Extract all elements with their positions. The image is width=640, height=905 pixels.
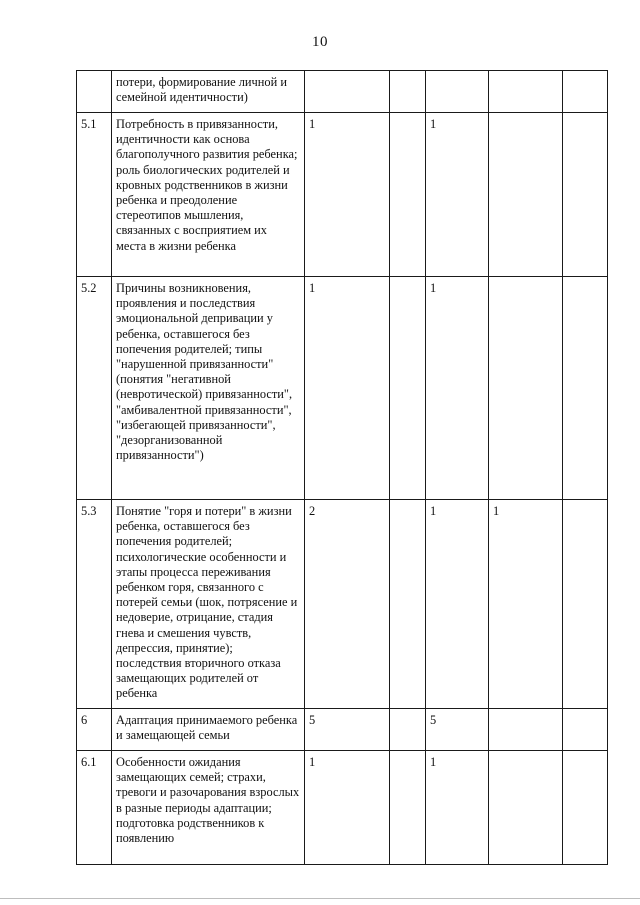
table-row [77,709,608,751]
table-row [77,500,608,709]
cell-topic: потери, формирование личной и семейной идентичности) [112,71,305,113]
cell-number: 5.1 [77,113,112,277]
cell-hours-col5 [563,113,608,277]
cell-topic: Потребность в привязанности, идентичности как основа благополучного развития ребенка; роль биологических родителей и кровных родственников в жизни ребенка и преодоление стереотипов мышления, связанных с восприятием их места в жизни ребенка [112,113,305,277]
cell-hours-col4 [489,71,563,113]
cell-hours-col4 [489,751,563,865]
cell-number: 6 [77,709,112,751]
cell-number [77,71,112,113]
cell-hours-col4 [489,277,563,500]
cell-hours-total: 1 [305,113,390,277]
cell-hours-col4 [489,709,563,751]
cell-hours-col4: 1 [489,500,563,709]
cell-hours-col2 [390,277,426,500]
cell-hours-col3 [426,71,489,113]
table-body [77,71,608,865]
cell-hours-col5 [563,71,608,113]
cell-hours-col4 [489,113,563,277]
page-edge-rule [0,898,640,899]
cell-number: 6.1 [77,751,112,865]
cell-number: 5.3 [77,500,112,709]
cell-topic: Адаптация принимаемого ребенка и замещающей семьи [112,709,305,751]
cell-hours-total: 1 [305,751,390,865]
cell-hours-col2 [390,709,426,751]
cell-hours-col2 [390,751,426,865]
cell-hours-col3: 1 [426,277,489,500]
cell-hours-col2 [390,500,426,709]
cell-topic: Особенности ожидания замещающих семей; страхи, тревоги и разочарования взрослых в разные периоды адаптации; подготовка родственников к появлению [112,751,305,865]
cell-hours-total: 5 [305,709,390,751]
table-row [77,71,608,113]
cell-topic: Понятие "горя и потери" в жизни ребенка, оставшегося без попечения родителей; психологические особенности и этапы процесса переживания ребенком горя, связанного с потерей семьи (шок, потрясение и недоверие, отрицание, стадия гнева и смешения чувств, депрессия, принятие); последствия вторичного отказа замещающих родителей от ребенка [112,500,305,709]
cell-hours-total: 2 [305,500,390,709]
cell-hours-col3: 1 [426,751,489,865]
table-row [77,113,608,277]
cell-hours-col3: 1 [426,113,489,277]
page-number: 10 [312,34,328,50]
cell-hours-col5 [563,709,608,751]
cell-hours-total [305,71,390,113]
table-row [77,277,608,500]
cell-hours-col2 [390,71,426,113]
cell-hours-total: 1 [305,277,390,500]
cell-hours-col5 [563,277,608,500]
cell-hours-col3: 5 [426,709,489,751]
cell-hours-col2 [390,113,426,277]
cell-number: 5.2 [77,277,112,500]
cell-hours-col5 [563,751,608,865]
table-row [77,751,608,865]
cell-topic: Причины возникновения, проявления и последствия эмоциональной депривации у ребенка, оставшегося без попечения родителей; типы "нарушенной привязанности" (понятия "негативной (невротической) привязанности", "амбивалентной привязанности", "избегающей привязанности", "дезорганизованной привязанности") [112,277,305,500]
cell-hours-col5 [563,500,608,709]
cell-hours-col3: 1 [426,500,489,709]
curriculum-table [76,70,608,865]
